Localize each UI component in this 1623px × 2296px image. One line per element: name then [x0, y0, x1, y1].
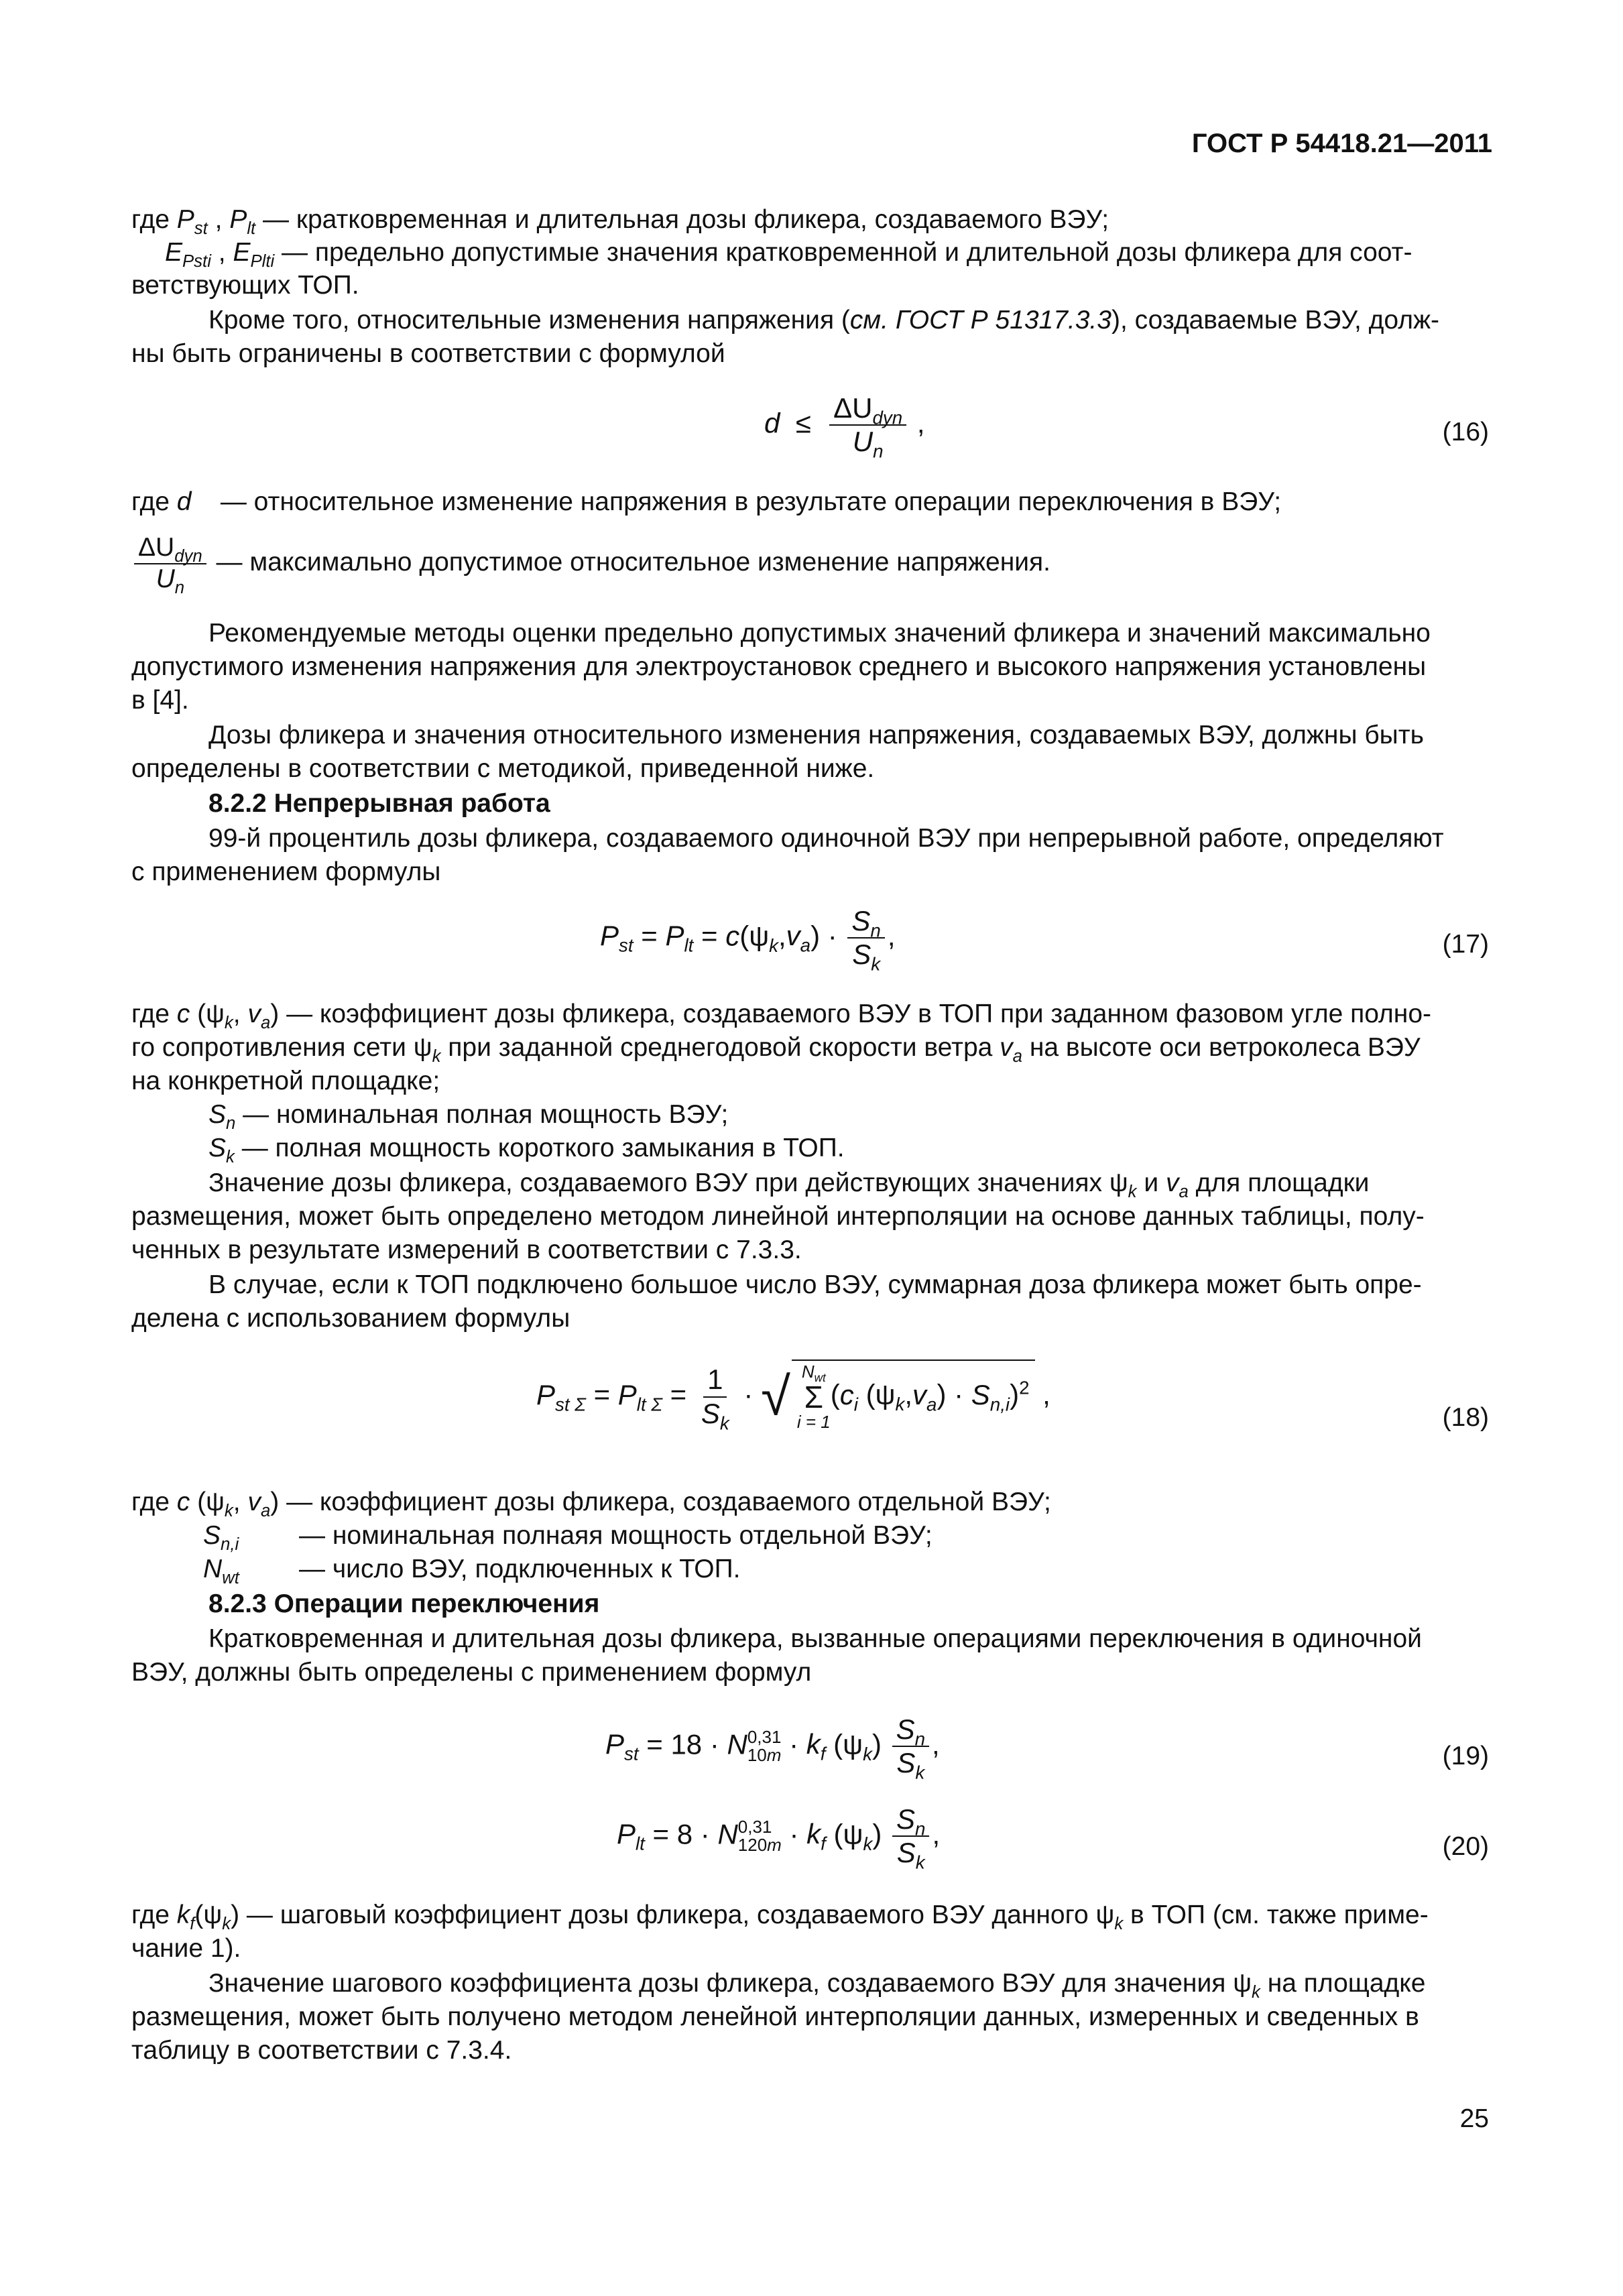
text-line: с применением формулы [131, 857, 441, 886]
equation-number: (18) [1442, 1403, 1489, 1432]
text-line: $S_n$ — номинальная полная мощность ВЭУ; [208, 1100, 729, 1133]
text-line: ветствующих ТОП. [131, 271, 359, 300]
formula-17: $P_{st} = P_{lt} = c(\psi_k,v_a)$ · $\frac{S_n}{S_k}$ , [600, 905, 896, 975]
text-line: $S_k$ — полная мощность короткого замыкания в ТОП. [208, 1134, 845, 1166]
text-line: — число ВЭУ, подключенных к ТОП. [299, 1555, 741, 1583]
text-line: размещения, может быть получено методом ленейной интерполяции данных, измеренных и сведенных в [131, 2002, 1419, 2031]
text-line: $S_{n,i}$ [203, 1521, 239, 1554]
text-line: допустимого изменения напряжения для электроустановок среднего и высокого напряжения установлены [131, 652, 1427, 681]
text-line: где c ($\psi_k$, $v_a$) — коэффициент дозы фликера, создаваемого ВЭУ в ТОП при заданном фазовом угле полно- [131, 1000, 1432, 1032]
text-line: ченных в результате измерений в соответствии с 7.3.3. [131, 1235, 802, 1264]
equation-number: (20) [1442, 1832, 1489, 1861]
text-line: Рекомендуемые методы оценки предельно допустимых значений фликера и значений максимально [208, 619, 1431, 648]
section-heading: 8.2.3 Операции переключения [208, 1589, 600, 1618]
formula-16: d ≤ $\frac{\Delta U_{dyn}}{U_n}$ , [764, 392, 925, 462]
page-number: 25 [1459, 2104, 1489, 2133]
text-line: Значение дозы фликера, создаваемого ВЭУ при действующих значениях $\psi_k$ и $v_a$ для площадки [208, 1168, 1370, 1201]
text-line: на конкретной площадке; [131, 1067, 440, 1095]
text-line: 99-й процентиль дозы фликера, создаваемого одиночной ВЭУ при непрерывной работе, определяют [208, 824, 1444, 853]
text-line: в [4]. [131, 686, 189, 715]
text-line: $E_{Psti}$ , $E_{Plti}$ — предельно допустимые значения кратковременной и длительной дозы фликера для соот- [165, 238, 1412, 271]
text-line: где d — относительное изменение напряжения в результате операции переключения в ВЭУ; [131, 487, 1282, 516]
text-line: В случае, если к ТОП подключено большое число ВЭУ, суммарная доза фликера может быть опре- [208, 1270, 1422, 1299]
formula-20: $P_{lt} = 8 \cdot N$ 0,31 120m · $k_f$ $(\psi_k)$ $\frac{S_n}{S_k}$ , [617, 1803, 941, 1873]
text-line: $N_{wt}$ [203, 1555, 239, 1587]
equation-number: (16) [1442, 418, 1489, 446]
text-line: размещения, может быть определено методом линейной интерполяции на основе данных таблицы, полу- [131, 1202, 1425, 1231]
text-line: Дозы фликера и значения относительного изменения напряжения, создаваемых ВЭУ, должны быть [208, 721, 1424, 749]
text-line: где $P_{st}$ , $P_{lt}$ — кратковременная и длительная дозы фликера, создаваемого ВЭУ; [131, 205, 1109, 238]
document-header: ГОСТ Р 54418.21—2011 [1191, 129, 1492, 158]
section-heading: 8.2.2 Непрерывная работа [208, 789, 550, 818]
text-line: ВЭУ, должны быть определены с применением формул [131, 1658, 812, 1687]
equation-number: (17) [1442, 930, 1489, 959]
text-line: ны быть ограничены в соответствии с формулой [131, 339, 725, 368]
text-line: определены в соответствии с методикой, приведенной ниже. [131, 754, 875, 783]
formula-18: $P_{st \Sigma} = P_{lt \Sigma}$ = $\frac{1}{S_k}$ · √ $N_{wt}$ Σ i = 1 ($c_i$ $(\psi_k,v_a) \cdot S_{n,i})^2$ , [536, 1360, 1050, 1431]
text-line: делена с использованием формулы [131, 1304, 570, 1333]
text-line: Кратковременная и длительная дозы фликера, вызванные операциями переключения в одиночной [208, 1624, 1422, 1653]
text-line: $\frac{\Delta U_{dyn}}{U_n}$ — максимально допустимое относительное изменение напряжения. [131, 533, 1050, 595]
text-line: где c ($\psi_k$, $v_a$) — коэффициент дозы фликера, создаваемого отдельной ВЭУ; [131, 1488, 1051, 1520]
text-line: таблицу в соответствии с 7.3.4. [131, 2036, 512, 2065]
text-line: — номинальная полнаяя мощность отдельной ВЭУ; [299, 1521, 933, 1550]
text-line: Кроме того, относительные изменения напряжения (см. ГОСТ Р 51317.3.3), создаваемые ВЭУ, долж- [208, 306, 1440, 335]
text-line: чание 1). [131, 1934, 241, 1963]
text-line: Значение шагового коэффициента дозы фликера, создаваемого ВЭУ для значения $\psi_k$ на площадке [208, 1969, 1426, 2002]
formula-19: $P_{st} = 18 \cdot N$ 0,31 10m · $k_f$ $(\psi_k)$ $\frac{S_n}{S_k}$ , [605, 1713, 940, 1783]
text-line: где $k_f(\psi_k)$ — шаговый коэффициент дозы фликера, создаваемого ВЭУ данного $\psi_k$ в ТОП (см. также приме- [131, 1900, 1429, 1933]
equation-number: (19) [1442, 1742, 1489, 1770]
text-line: го сопротивления сети $\psi_k$ при заданной среднегодовой скорости ветра $v_a$ на высоте оси ветроколеса ВЭУ [131, 1033, 1421, 1066]
